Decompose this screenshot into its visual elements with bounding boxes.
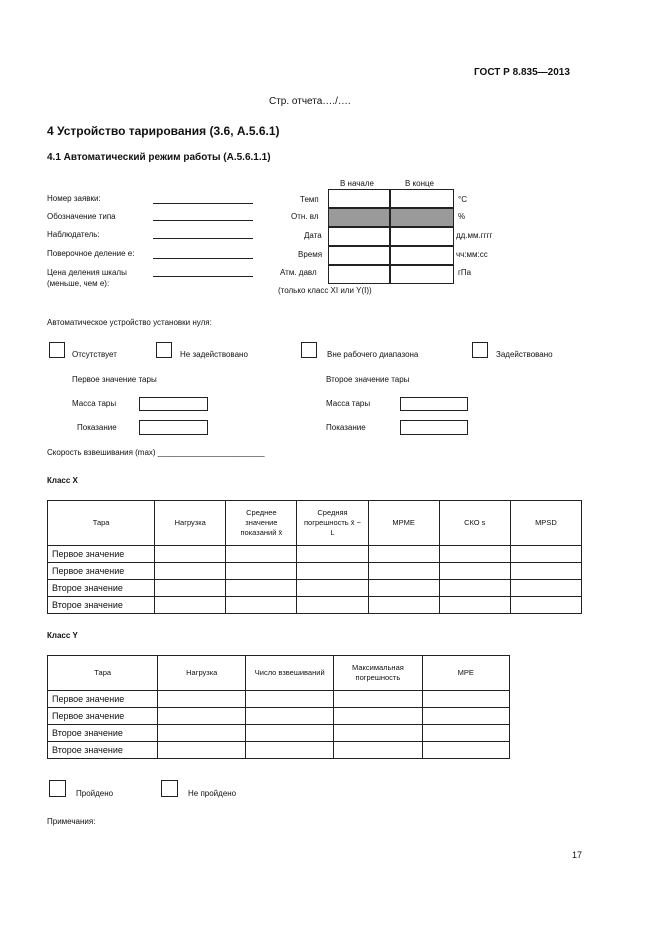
class-y-title: Класс Y [47,631,78,640]
result-passed: Пройдено [76,789,114,798]
class-x-header-load: Нагрузка [155,501,226,546]
table-cell[interactable] [226,546,297,563]
option-not-used: Не задействовано [180,350,248,359]
env-grid [328,189,454,285]
table-cell[interactable] [334,708,422,725]
env-label-temp: Темп [300,195,319,204]
class-y-header-tare: Тара [48,656,158,691]
env-note: (только класс XI или Y(I)) [278,286,372,295]
env-label-date: Дата [304,231,322,240]
class-y-row-label: Первое значение [48,691,158,708]
env-unit-time: чч:мм:сс [456,250,488,259]
checkbox-used[interactable] [472,342,488,358]
table-cell[interactable] [334,742,422,759]
env-unit-humidity: % [458,212,466,221]
env-unit-temp: °С [458,195,467,204]
class-x-title: Класс X [47,476,78,485]
class-x-row-label: Второе значение [48,597,155,614]
class-y-row-label: Второе значение [48,742,158,759]
field-line-request[interactable] [153,203,253,204]
table-cell[interactable] [510,563,581,580]
field-label-scale-interval-2: (меньше, чем e): [47,279,110,288]
table-cell[interactable] [155,597,226,614]
table-cell[interactable] [422,691,509,708]
table-cell[interactable] [510,597,581,614]
zero-device-label: Автоматическое устройство установки нуля: [47,318,212,327]
table-cell[interactable] [297,563,368,580]
table-cell[interactable] [334,725,422,742]
table-cell[interactable] [439,597,510,614]
option-out-of-range: Вне рабочего диапазона [327,350,419,359]
table-cell[interactable] [226,563,297,580]
table-cell[interactable] [422,742,509,759]
weighing-speed: Скорость взвешивания (max) ________________________ [47,448,265,457]
class-y-table [47,655,510,759]
env-cell-temp-start[interactable] [328,189,390,208]
env-cell-humidity-start[interactable] [328,208,390,227]
table-cell[interactable] [439,563,510,580]
env-cell-time-end[interactable] [390,246,454,265]
table-cell[interactable] [226,597,297,614]
table-row [48,580,582,597]
field-line-type[interactable] [153,220,253,221]
class-x-header-mpsd: MPSD [510,501,581,546]
table-cell[interactable] [246,725,334,742]
checkbox-failed[interactable] [161,780,178,797]
table-cell[interactable] [334,691,422,708]
class-x-table [47,500,582,614]
env-unit-pressure: гПа [458,268,472,277]
table-cell[interactable] [155,563,226,580]
table-cell[interactable] [155,580,226,597]
table-cell[interactable] [368,563,439,580]
checkbox-absent[interactable] [49,342,65,358]
first-reading-field[interactable] [139,420,208,435]
table-row [48,708,510,725]
table-cell[interactable] [422,725,509,742]
table-cell[interactable] [226,580,297,597]
first-mass-label: Масса тары [72,399,117,408]
class-y-header-count: Число взвешиваний [246,656,334,691]
notes-label: Примечания: [47,817,96,826]
class-y-header-mpe: MPE [422,656,509,691]
second-reading-label: Показание [326,423,366,432]
checkbox-passed[interactable] [49,780,66,797]
env-cell-pressure-start[interactable] [328,265,390,284]
env-cell-date-end[interactable] [390,227,454,246]
class-y-row-label: Второе значение [48,725,158,742]
field-label-scale-interval: Цена деления шкалы [47,268,127,277]
table-row [48,546,582,563]
env-col-start: В начале [340,179,374,188]
env-cell-time-start[interactable] [328,246,390,265]
table-cell[interactable] [246,691,334,708]
field-line-observer[interactable] [153,238,253,239]
second-mass-label: Масса тары [326,399,371,408]
env-label-humidity: Отн. вл [291,212,319,221]
table-cell[interactable] [246,742,334,759]
class-x-row-label: Первое значение [48,563,155,580]
env-cell-humidity-end[interactable] [390,208,454,227]
env-label-pressure: Атм. давл [280,268,317,277]
table-cell[interactable] [422,708,509,725]
table-cell[interactable] [158,691,246,708]
report-page: Стр. отчета…./…. [269,96,351,107]
class-x-row-label: Второе значение [48,580,155,597]
section-title: 4 Устройство тарирования (3.6, А.5.6.1) [47,124,280,138]
standard-number: ГОСТ Р 8.835—2013 [474,67,570,78]
env-unit-date: дд.мм.гггг [456,231,493,240]
table-cell[interactable] [158,725,246,742]
table-cell[interactable] [439,546,510,563]
second-reading-field[interactable] [400,420,468,435]
table-row [48,563,582,580]
table-cell[interactable] [368,597,439,614]
table-cell[interactable] [510,546,581,563]
env-cell-temp-end[interactable] [390,189,454,208]
table-row [48,742,510,759]
checkbox-not-used[interactable] [156,342,172,358]
class-x-header-sko: СКО s [439,501,510,546]
checkbox-out-of-range[interactable] [301,342,317,358]
first-tare-title: Первое значение тары [72,375,157,384]
table-cell[interactable] [510,580,581,597]
table-row [48,597,582,614]
table-cell[interactable] [297,580,368,597]
class-x-header-row [48,501,582,546]
table-row [48,725,510,742]
class-y-header-load: Нагрузка [158,656,246,691]
class-x-header-tare: Тара [48,501,155,546]
class-x-header-mean-error: Средняя погрешность x̄ − L [297,501,368,546]
table-cell[interactable] [158,742,246,759]
env-cell-date-start[interactable] [328,227,390,246]
class-x-row-label: Первое значение [48,546,155,563]
class-x-header-mean: Среднее значение показаний x̄ [226,501,297,546]
table-cell[interactable] [297,546,368,563]
class-x-header-mpme: MPME [368,501,439,546]
first-reading-label: Показание [77,423,117,432]
field-label-type: Обозначение типа [47,212,116,221]
option-absent: Отсутствует [72,350,117,359]
field-label-observer: Наблюдатель: [47,230,100,239]
env-col-end: В конце [405,179,434,188]
table-cell[interactable] [297,597,368,614]
option-used: Задействовано [496,350,553,359]
field-label-request: Номер заявки: [47,194,101,203]
first-mass-field[interactable] [139,397,208,411]
field-line-verification[interactable] [153,258,253,259]
class-y-header-max-error: Максимальная погрешность [334,656,422,691]
section-subtitle: 4.1 Автоматический режим работы (А.5.6.1.1) [47,152,271,163]
table-cell[interactable] [368,546,439,563]
table-cell[interactable] [155,546,226,563]
page-number: 17 [572,850,583,860]
result-failed: Не пройдено [188,789,237,798]
table-row [48,691,510,708]
table-cell[interactable] [439,580,510,597]
table-cell[interactable] [246,708,334,725]
class-y-header-row [48,656,510,691]
table-cell[interactable] [368,580,439,597]
second-mass-field[interactable] [400,397,468,411]
env-cell-pressure-end[interactable] [390,265,454,284]
field-line-scale-interval[interactable] [153,276,253,277]
field-label-verification: Поверочное деление e: [47,249,135,258]
table-cell[interactable] [158,708,246,725]
class-y-row-label: Первое значение [48,708,158,725]
second-tare-title: Второе значение тары [326,375,410,384]
env-label-time: Время [298,250,323,259]
